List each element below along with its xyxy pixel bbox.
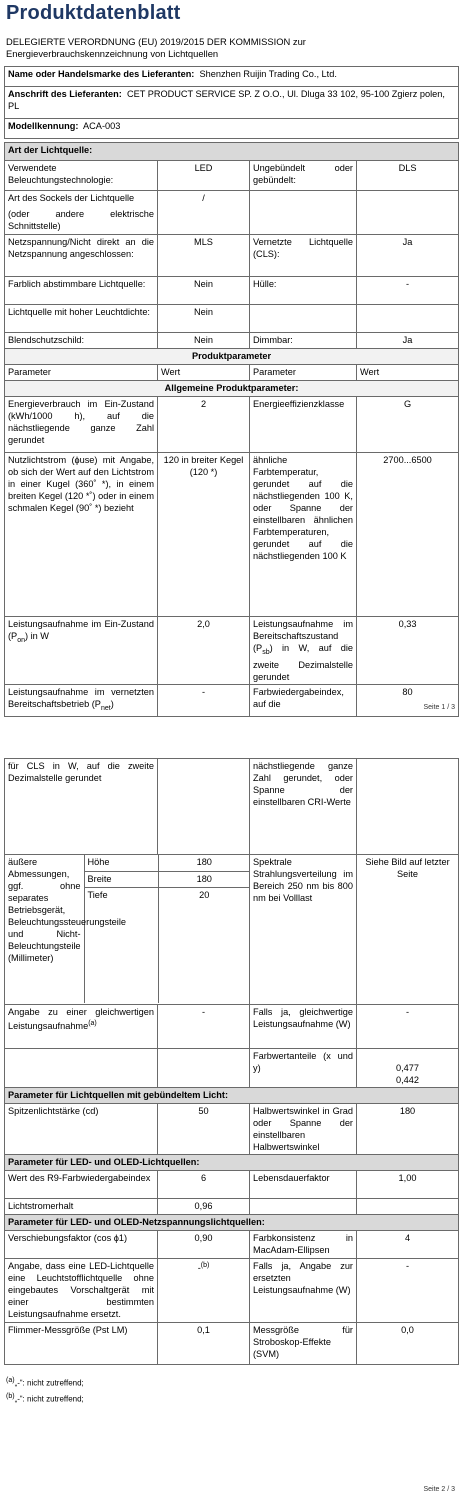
color-consistency-label: Farbkonsistenz in MacAdam-Ellipsen [250,1231,357,1259]
glare-value: Nein [158,333,250,349]
page-gap [0,720,461,752]
product-params-continued-table [4,758,459,1365]
survival-factor-value: 1,00 [357,1171,459,1199]
dimmable-label: Dimmbar: [250,333,357,349]
survival-factor-label: Lebensdauerfaktor [250,1171,357,1199]
energy-class-value: G [357,397,459,453]
peak-intensity-value: 50 [158,1104,250,1155]
color-temperature-label: ähnliche Farbtemperatur, gerundet auf die nächstliegenden 100 K, oder Spanne der einstellbaren ähnlichen Farbtemperaturen, gerundet auf die nächstliegenden 100 K [250,453,357,617]
footnote-a: $^{(a)}$„-“: nicht zutreffend; [6,1377,84,1388]
empty-cell [250,191,357,235]
chromaticity-label: Farbwertanteile (x und y) [250,1049,357,1088]
high-luminance-value: Nein [158,305,250,333]
envelope-label: Hülle: [250,277,357,305]
depth-label: Tiefe [84,887,158,1003]
r9-value: 6 [158,1171,250,1199]
document-title: Produktdatenblatt [6,2,181,24]
dimmable-value: Ja [357,333,459,349]
luminous-flux-value: 120 in breiter Kegel (120 *) [158,453,250,617]
energy-consumption-value: 2 [158,397,250,453]
page-1 [0,0,461,720]
networked-standby-label: Leistungsaufnahme im vernetzten Bereitschaftsbetrieb $(P_{net})$ [5,685,158,717]
mains-label: Netzspannung/Nicht direkt an die Netzspannung angeschlossen: [5,235,158,277]
empty-cell [158,1049,250,1088]
section-title-product-params: Produktparameter [5,349,459,365]
replaced-power-label: Falls ja, Angabe zur ersetzten Leistungsaufnahme (W) [250,1259,357,1323]
networked-standby-value: - [158,685,250,717]
flicker-metric-label: Flimmer-Messgröße (Pst LM) [5,1323,158,1365]
section-title-art: Art der Lichtquelle: [5,143,459,161]
regulation-line-2: Energieverbrauchskennzeichnung von Lichtquellen [6,48,219,59]
high-luminance-label: Lichtquelle mit hoher Leuchtdichte: [5,305,158,333]
power-on-value: 2,0 [158,617,250,685]
supplier-table [4,66,459,139]
page-2 [0,752,461,1500]
chromaticity-value: 0,477 0,442 [357,1049,459,1088]
empty-cell [5,1049,158,1088]
page-number: Seite 1 / 3 [423,704,455,711]
empty-cell [357,759,459,855]
height-label: Höhe [84,855,158,871]
empty-cell [357,305,459,333]
empty-cell [357,1199,459,1215]
peak-intensity-label: Spitzenlichtstärke (cd) [5,1104,158,1155]
displacement-factor-value: 0,90 [158,1231,250,1259]
envelope-value: - [357,277,459,305]
column-header-value: Wert [357,365,459,381]
tech-value: LED [158,161,250,191]
fluorescent-replacement-value: -$^{(b)}$ [158,1259,250,1323]
standby-power-label: Leistungsaufnahme im Bereitschaftszustand $(P_{sb})$ in W, auf die zweite Dezimalstelle gerundet [250,617,357,685]
power-on-label: Leistungsaufnahme im Ein-Zustand $(P_{on})$ in W [5,617,158,685]
bundled-value: DLS [357,161,459,191]
height-value: 180 [158,855,250,871]
column-header-parameter: Parameter [5,365,158,381]
socket-value: / [158,191,250,235]
color-consistency-value: 4 [357,1231,459,1259]
equivalent-power-w-value: - [357,1005,459,1049]
equivalent-power-value: - [158,1005,250,1049]
empty-cell [250,305,357,333]
model-row: Modellkennung: ACA-003 [5,119,459,139]
beam-angle-value: 180 [357,1104,459,1155]
color-tunable-value: Nein [158,277,250,305]
bundled-label: Ungebündelt oder gebündelt: [250,161,357,191]
lumen-maintenance-label: Lichtstromerhalt [5,1199,158,1215]
section-title-mains: Parameter für LED- und OLED-Netzspannungslichtquellen: [5,1215,459,1231]
glare-label: Blendschutzschild: [5,333,158,349]
flicker-metric-value: 0,1 [158,1323,250,1365]
stroboscopic-metric-label: Messgröße für Stroboskop-Effekte (SVM) [250,1323,357,1365]
fluorescent-replacement-label: Angabe, dass eine LED-Lichtquelle eine Leuchtstofflichtquelle ohne eingebautes Vorschaltgerät mit einer bestimmten Leistungsaufnahme ersetzt. [5,1259,158,1323]
cls-value: Ja [357,235,459,277]
dimensions-table [5,855,250,1003]
supplier-name-row: Name oder Handelsmarke des Lieferanten: Shenzhen Ruijin Trading Co., Ltd. [5,67,459,87]
empty-cell [158,759,250,855]
energy-consumption-label: Energieverbrauch im Ein-Zustand (kWh/1000 h), auf die nächstliegende ganze Zahl gerundet [5,397,158,453]
standby-power-value: 0,33 [357,617,459,685]
luminous-flux-label: Nutzlichtstrom (ɸuse) mit Angabe, ob sich der Wert auf den Lichtstrom in einer Kugel (360˚ *), in einem breiten Kegel (120 *˚) oder in einem schmalen Kegel (90˚ *) bezieht [5,453,158,617]
cls-label: Vernetzte Lichtquelle (CLS): [250,235,357,277]
stroboscopic-metric-value: 0,0 [357,1323,459,1365]
spectral-distribution-label: Spektrale Strahlungsverteilung im Bereich 250 nm bis 800 nm bei Volllast [250,855,357,1005]
column-header-value: Wert [158,365,250,381]
r9-label: Wert des R9-Farbwiedergabeindex [5,1171,158,1199]
displacement-factor-label: Verschiebungsfaktor (cos ϕ1) [5,1231,158,1259]
color-temperature-value: 2700...6500 [357,453,459,617]
equivalent-power-w-label: Falls ja, gleichwertige Leistungsaufnahme (W) [250,1005,357,1049]
cri-value: 80 [357,685,459,717]
color-tunable-label: Farblich abstimmbare Lichtquelle: [5,277,158,305]
width-label: Breite [84,871,158,887]
equivalent-power-label: Angabe zu einer gleichwertigen Leistungsaufnahme$^{(a)}$ [5,1005,158,1049]
cri-label: Farbwiedergabeindex, auf die [250,685,357,717]
section-title-led: Parameter für LED- und OLED-Lichtquellen: [5,1155,459,1171]
empty-cell [357,191,459,235]
lumen-maintenance-value: 0,96 [158,1199,250,1215]
tech-label: Verwendete Beleuchtungstechnologie: [5,161,158,191]
light-source-type-table [4,142,459,717]
energy-class-label: Energieeffizienzklasse [250,397,357,453]
cri-label-continued: nächstliegende ganze Zahl gerundet, oder Spanne der einstellbaren CRI-Werte [250,759,357,855]
mains-value: MLS [158,235,250,277]
dimensions-label: äußere Abmessungen, ggf. ohne separates Betriebsgerät, Beleuchtungssteuerungsteile und Nicht-Beleuchtungsteile (Millimeter) [5,855,84,1003]
networked-standby-label-continued: für CLS in W, auf die zweite Dezimalstelle gerundet [5,759,158,855]
dimensions-cell [5,855,250,1005]
spectral-distribution-value: Siehe Bild auf letzter Seite [357,855,459,1005]
empty-cell [250,1199,357,1215]
regulation-line-1: DELEGIERTE VERORDNUNG (EU) 2019/2015 DER KOMMISSION zur [6,36,306,47]
beam-angle-label: Halbwertswinkel in Grad oder Spanne der einstellbaren Halbwertswinkel [250,1104,357,1155]
section-title-general: Allgemeine Produktparameter: [5,381,459,397]
depth-value: 20 [199,889,210,900]
socket-label: Art des Sockels der Lichtquelle (oder andere elektrische Schnittstelle) [5,191,158,235]
section-title-directional: Parameter für Lichtquellen mit gebündeltem Licht: [5,1088,459,1104]
column-header-parameter: Parameter [250,365,357,381]
supplier-address-row: Anschrift des Lieferanten: CET PRODUCT SERVICE SP. Z O.O., Ul. Dluga 33 102, 95-100 Zgierz polen, PL [5,87,459,119]
footnote-b: $^{(b)}$„-“: nicht zutreffend; [6,1393,84,1404]
page-number: Seite 2 / 3 [423,1486,455,1493]
regulation-subtitle [6,36,456,60]
width-value: 180 [158,871,250,887]
replaced-power-value: - [357,1259,459,1323]
